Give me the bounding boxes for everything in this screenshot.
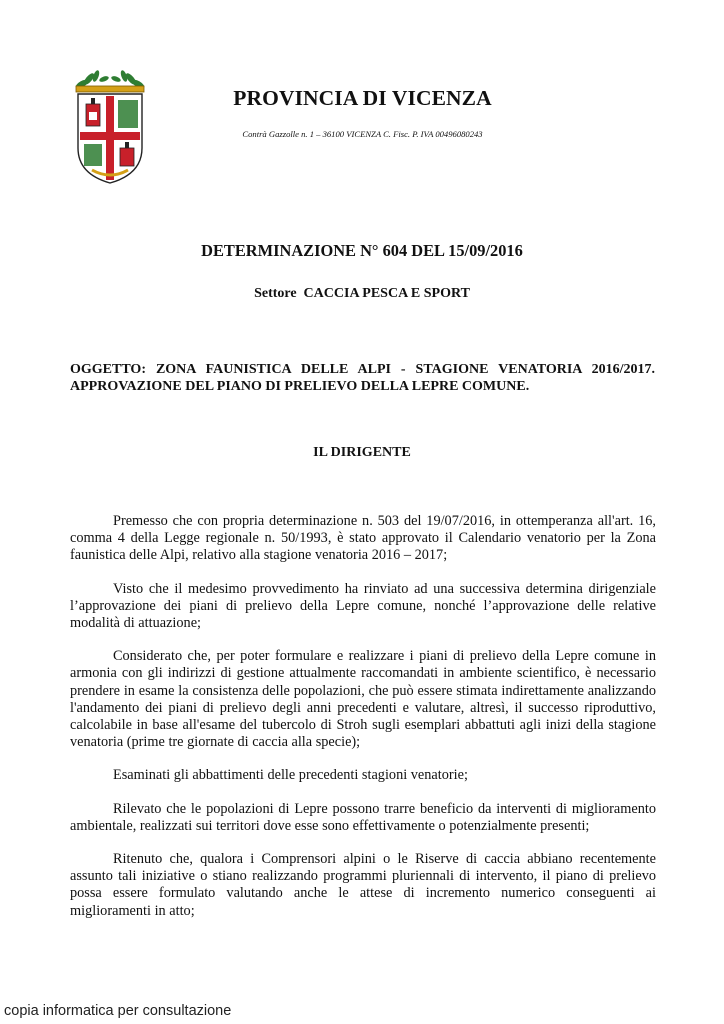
paragraph: Ritenuto che, qualora i Comprensori alpini o le Riserve di caccia abbiano recentemente assunto tali iniziative o stiano realizzando programmi pluriennali di intervento, il piano di prelievo possa essere formulato valutando anche le attese di incremento numerico conseguenti ai miglioramenti in atto; bbox=[70, 851, 656, 919]
paragraph: Visto che il medesimo provvedimento ha rinviato ad una successiva determina dirigenziale l’approvazione dei piani di prelievo della Lepre comune, nonché l’approvazione delle relative modalità di attuazione; bbox=[70, 580, 656, 632]
provincia-vicenza-crest-icon bbox=[72, 70, 148, 186]
sector-label: Settore CACCIA PESCA E SPORT bbox=[254, 286, 470, 301]
org-name: PROVINCIA DI VICENZA bbox=[233, 86, 492, 110]
subject-line-2: APPROVAZIONE DEL PIANO DI PRELIEVO DELLA LEPRE COMUNE. bbox=[70, 379, 530, 394]
subject-block bbox=[70, 361, 655, 395]
org-address: Contrà Gazzolle n. 1 – 36100 VICENZA C. Fisc. P. IVA 00496080243 bbox=[242, 129, 483, 139]
paragraph: Premesso che con propria determinazione n. 503 del 19/07/2016, in ottemperanza all'art. 16, comma 4 della Legge regionale n. 50/1993, è stato approvato il Calendario venatorio per la Zona faunistica delle Alpi, relativo alla stagione venatoria 2016 – 2017; bbox=[70, 513, 656, 564]
footer-note: copia informatica per consultazione bbox=[4, 1003, 232, 1019]
document-title: DETERMINAZIONE N° 604 DEL 15/09/2016 bbox=[201, 241, 523, 260]
paragraph: Considerato che, per poter formulare e realizzare i piani di prelievo della Lepre comune in armonia con gli indirizzi di gestione attualmente raccomandati in ambiente scientifico, è necessario prendere in esame la consistenza delle popolazioni, che può essere stimata indirettamente analizzando l'andamento dei piani di prelievo degli anni precedenti e valutare, altresì, il successo riproduttivo, calcolabile in base all'esame del tubercolo di Stroh sugli esemplari abbattuti agli inizi della stagione venatoria (prime tre giornate di caccia alla specie); bbox=[70, 648, 656, 751]
paragraph: Rilevato che le popolazioni di Lepre possono trarre beneficio da interventi di miglioramento ambientale, realizzati sui territori dove esse sono effettivamente o potenzialmente presenti; bbox=[70, 800, 656, 834]
section-heading: IL DIRIGENTE bbox=[313, 445, 411, 460]
subject-line-1: OGGETTO: ZONA FAUNISTICA DELLE ALPI - STAGIONE VENATORIA 2016/2017. bbox=[70, 362, 655, 377]
document-body bbox=[70, 513, 656, 936]
paragraph: Esaminati gli abbattimenti delle precedenti stagioni venatorie; bbox=[113, 767, 468, 784]
